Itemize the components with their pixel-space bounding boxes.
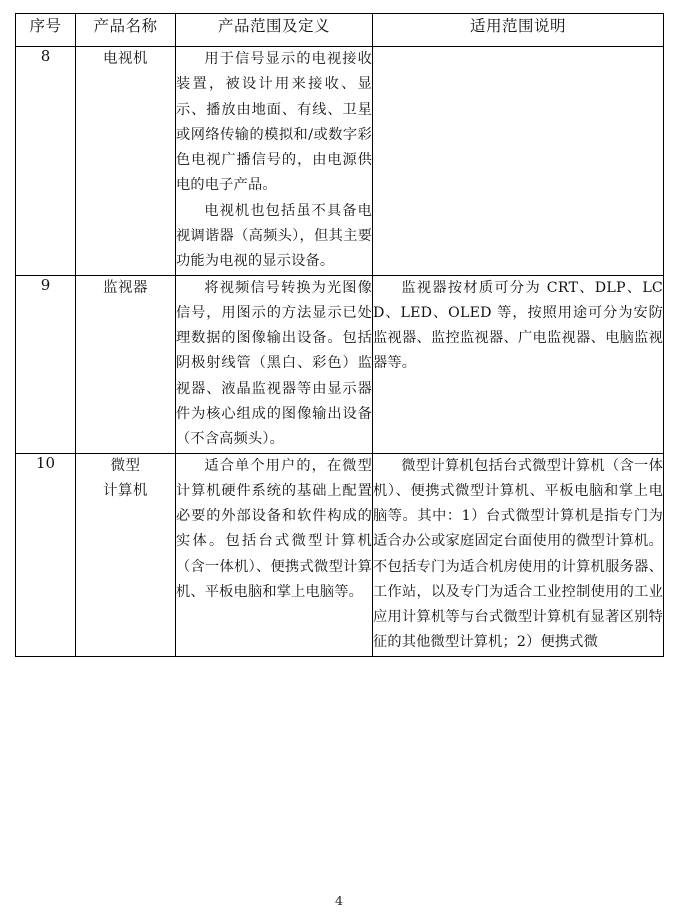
scope-paragraph: 微型计算机包括台式微型计算机（含一体机）、便携式微型计算机、平板电脑和掌上电脑等。其中：1）台式微型计算机是指专门为适合办公或家庭固定台面使用的微型计算机。不包括专门为适合机房使用的计算机服务器、工作站，以及专门为适合工业控制使用的工业应用计算机等与台式微型计算机有显著区别特征的其他微型计算机；2）便携式微 — [373, 457, 663, 651]
page-number: 4 — [335, 893, 343, 908]
cell-definition — [176, 47, 373, 276]
definition-paragraph: 电视机也包括虽不具备电视调谐器（高频头），但其主要功能为电视的显示设备。 — [176, 202, 372, 270]
definition-paragraph: 用于信号显示的电视接收装置，被设计用来接收、显示、播放由地面、有线、卫星或网络传输的模拟和/或数字彩色电视广播信号的，由电源供电的电子产品。 — [176, 51, 372, 194]
cell-seq: 9 — [16, 275, 76, 453]
table-header — [16, 14, 664, 47]
product-scope-table — [15, 13, 664, 657]
cell-definition — [176, 453, 373, 656]
cell-scope — [373, 275, 664, 453]
product-name-line: 电视机 — [103, 51, 148, 67]
cell-definition — [176, 275, 373, 453]
table-row — [16, 453, 664, 656]
column-header-scope: 适用范围说明 — [373, 14, 664, 47]
scope-paragraph: 监视器按材质可分为 CRT、DLP、LCD、LED、OLED 等，按照用途可分为安防监视器、监控监视器、广电监视器、电脑监视器等。 — [373, 279, 663, 372]
product-name-line: 微型 — [110, 457, 141, 474]
cell-seq: 10 — [16, 453, 76, 656]
table-row — [16, 275, 664, 453]
cell-scope — [373, 47, 664, 276]
cell-product-name — [76, 47, 176, 276]
table-row — [16, 47, 664, 276]
column-header-name: 产品名称 — [76, 14, 176, 47]
column-header-definition: 产品范围及定义 — [176, 14, 373, 47]
definition-paragraph: 将视频信号转换为光图像信号，用图示的方法显示已处理数据的图像输出设备。包括阴极射线管（黑白、彩色）监视器、液晶监视器等由显示器件为核心组成的图像输出设备（不含高频头）。 — [176, 279, 372, 448]
table-body — [16, 47, 664, 657]
cell-product-name — [76, 453, 176, 656]
cell-product-name — [76, 275, 176, 453]
definition-paragraph: 适合单个用户的，在微型计算机硬件系统的基础上配置必要的外部设备和软件构成的实体。包括台式微型计算机（含一体机）、便携式微型计算机、平板电脑和掌上电脑等。 — [176, 457, 372, 600]
table-header-row — [16, 14, 664, 47]
cell-scope — [373, 453, 664, 656]
cell-seq: 8 — [16, 47, 76, 276]
column-header-seq: 序号 — [16, 14, 76, 47]
product-name-line: 计算机 — [103, 482, 148, 499]
product-name-line: 监视器 — [103, 279, 148, 296]
